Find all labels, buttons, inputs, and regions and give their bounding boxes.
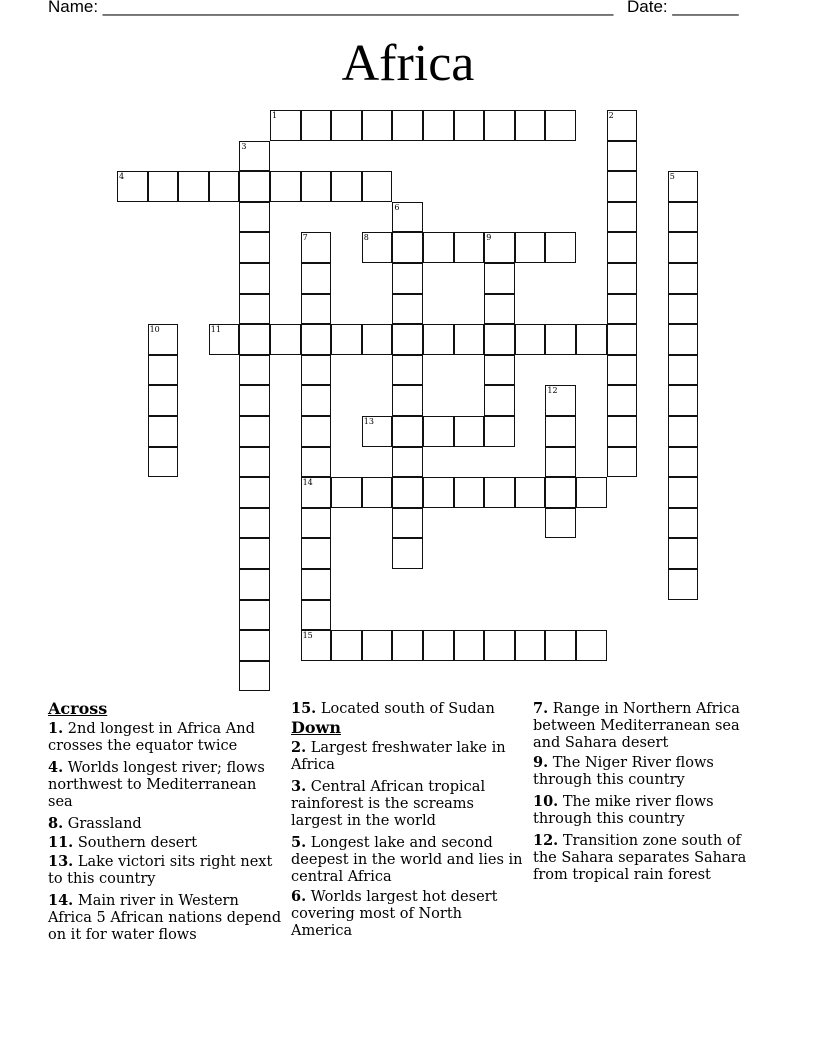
page-title: Africa — [341, 35, 475, 92]
crossword-cell[interactable] — [239, 447, 270, 478]
crossword-cell[interactable] — [392, 202, 423, 233]
clue-across-14: 14. Main river in Western Africa 5 African nations depend on it for water flows — [48, 892, 282, 943]
crossword-cell[interactable] — [239, 263, 270, 294]
crossword-cell[interactable] — [423, 477, 454, 508]
crossword-cell[interactable] — [331, 477, 362, 508]
crossword-cell[interactable] — [392, 110, 423, 141]
crossword-cell[interactable] — [484, 232, 515, 263]
clue-across-4: 4. Worlds longest river; flows northwest to Mediterranean sea — [48, 759, 265, 810]
crossword-cell[interactable] — [301, 263, 332, 294]
crossword-cell[interactable] — [362, 477, 393, 508]
clue-down-9: 9. The Niger River flows through this country — [533, 754, 714, 788]
clue-number: 14 — [302, 478, 313, 488]
crossword-cell[interactable] — [454, 477, 485, 508]
clue-across-1: 1. 2nd longest in Africa And crosses the equator twice — [48, 720, 255, 754]
crossword-cell[interactable] — [392, 477, 423, 508]
crossword-cell[interactable] — [392, 232, 423, 263]
clue-down-2: 2. Largest freshwater lake in Africa — [291, 739, 506, 773]
crossword-cell[interactable] — [668, 232, 699, 263]
crossword-cell[interactable] — [239, 385, 270, 416]
crossword-cell[interactable] — [301, 110, 332, 141]
crossword-cell[interactable] — [148, 355, 179, 386]
crossword-cell[interactable] — [270, 110, 301, 141]
crossword-cell[interactable] — [331, 324, 362, 355]
crossword-cell[interactable] — [301, 355, 332, 386]
crossword-cell[interactable] — [362, 324, 393, 355]
clue-across-15: 15. Located south of Sudan — [291, 700, 495, 717]
crossword-cell[interactable] — [148, 416, 179, 447]
crossword-cell[interactable] — [454, 630, 485, 661]
clue-number: 8 — [363, 233, 369, 243]
crossword-cell[interactable] — [668, 355, 699, 386]
clue-number: 3 — [241, 141, 247, 151]
crossword-cell[interactable] — [545, 324, 576, 355]
crossword-cell[interactable] — [239, 661, 270, 692]
crossword-cell[interactable] — [148, 324, 179, 355]
clue-number: 12 — [547, 386, 558, 396]
crossword-cell[interactable] — [668, 416, 699, 447]
crossword-cell[interactable] — [668, 508, 699, 539]
crossword-cell[interactable] — [301, 416, 332, 447]
crossword-cell[interactable] — [239, 508, 270, 539]
crossword-cell[interactable] — [148, 447, 179, 478]
crossword-cell[interactable] — [668, 569, 699, 600]
crossword-cell[interactable] — [484, 416, 515, 447]
crossword-cell[interactable] — [239, 294, 270, 325]
clue-number: 15 — [302, 631, 313, 641]
clue-down-3: 3. Central African tropical rainforest is the screams largest in the world — [291, 778, 486, 829]
crossword-cell[interactable] — [301, 232, 332, 263]
crossword-cell[interactable] — [209, 171, 240, 202]
crossword-cell[interactable] — [301, 171, 332, 202]
clue-number: 6 — [394, 202, 400, 212]
crossword-cell[interactable] — [239, 355, 270, 386]
clue-down-7: 7. Range in Northern Africa between Mediterranean sea and Sahara desert — [533, 700, 740, 751]
crossword-cell[interactable] — [576, 630, 607, 661]
crossword-cell[interactable] — [362, 630, 393, 661]
crossword-cell[interactable] — [545, 416, 576, 447]
crossword-cell[interactable] — [239, 569, 270, 600]
crossword-cell[interactable] — [484, 294, 515, 325]
clue-number: 2 — [608, 111, 614, 120]
clues-column-1 — [48, 700, 283, 948]
crossword-cell[interactable] — [239, 538, 270, 569]
crossword-cell[interactable] — [545, 477, 576, 508]
clue-number: 13 — [363, 417, 374, 426]
clue-down-10: 10. The mike river flows through this country — [533, 793, 714, 827]
crossword-cell[interactable] — [607, 447, 638, 478]
crossword-cell[interactable] — [668, 202, 699, 233]
crossword-cell[interactable] — [607, 263, 638, 294]
crossword-cell[interactable] — [484, 263, 515, 294]
clue-down-6: 6. Worlds largest hot desert covering most of North America — [291, 888, 498, 939]
crossword-cell[interactable] — [668, 447, 699, 478]
crossword-cell[interactable] — [239, 141, 270, 172]
crossword-cell[interactable] — [607, 232, 638, 263]
clue-number: 4 — [119, 172, 125, 182]
crossword-cell[interactable] — [576, 324, 607, 355]
crossword-cell[interactable] — [392, 263, 423, 294]
crossword-cell[interactable] — [423, 416, 454, 447]
crossword-cell[interactable] — [545, 630, 576, 661]
crossword-cell[interactable] — [239, 630, 270, 661]
crossword-cell[interactable] — [607, 202, 638, 233]
clue-number: 11 — [210, 325, 221, 335]
crossword-cell[interactable] — [392, 508, 423, 539]
crossword-cell[interactable] — [668, 385, 699, 416]
crossword-cell[interactable] — [515, 630, 546, 661]
crossword-cell[interactable] — [607, 110, 638, 141]
crossword-cell[interactable] — [331, 630, 362, 661]
crossword-cell[interactable] — [270, 171, 301, 202]
crossword-cell[interactable] — [607, 171, 638, 202]
crossword-cell[interactable] — [668, 538, 699, 569]
crossword-cell[interactable] — [392, 355, 423, 386]
crossword-cell[interactable] — [454, 324, 485, 355]
date-field-label: Date: _______ — [627, 0, 739, 16]
crossword-cell[interactable] — [148, 171, 179, 202]
crossword-cell[interactable] — [301, 385, 332, 416]
crossword-cell[interactable] — [607, 385, 638, 416]
crossword-cell[interactable] — [668, 294, 699, 325]
crossword-cell[interactable] — [331, 171, 362, 202]
crossword-cell[interactable] — [270, 324, 301, 355]
clue-number: 7 — [302, 233, 308, 243]
crossword-cell[interactable] — [301, 294, 332, 325]
crossword-cell[interactable] — [668, 324, 699, 355]
crossword-cell[interactable] — [178, 171, 209, 202]
crossword-cell[interactable] — [515, 477, 546, 508]
clue-across-8: 8. Grassland — [48, 815, 142, 832]
crossword-cell[interactable] — [392, 447, 423, 478]
clue-across-13: 13. Lake victori sits right next to this country — [48, 853, 273, 887]
clues-column-3 — [533, 700, 763, 888]
crossword-cell[interactable] — [454, 416, 485, 447]
crossword-cell[interactable] — [668, 171, 699, 202]
crossword-cell[interactable] — [484, 385, 515, 416]
across-heading: Across — [48, 699, 108, 718]
crossword-cell[interactable] — [607, 324, 638, 355]
crossword-cell[interactable] — [301, 447, 332, 478]
crossword-cell[interactable] — [392, 294, 423, 325]
crossword-cell[interactable] — [392, 385, 423, 416]
crossword-cell[interactable] — [484, 630, 515, 661]
clues-column-2 — [291, 700, 526, 944]
crossword-cell[interactable] — [239, 477, 270, 508]
crossword-cell[interactable] — [392, 324, 423, 355]
crossword-cell[interactable] — [301, 508, 332, 539]
crossword-cell[interactable] — [607, 141, 638, 172]
crossword-cell[interactable] — [392, 416, 423, 447]
crossword-cell[interactable] — [148, 385, 179, 416]
crossword-cell[interactable] — [117, 171, 148, 202]
crossword-cell[interactable] — [668, 477, 699, 508]
crossword-cell[interactable] — [545, 447, 576, 478]
crossword-cell[interactable] — [545, 385, 576, 416]
crossword-cell[interactable] — [239, 171, 270, 202]
crossword-cell[interactable] — [362, 110, 393, 141]
clue-number: 10 — [149, 325, 160, 335]
crossword-cell[interactable] — [454, 232, 485, 263]
crossword-cell[interactable] — [239, 202, 270, 233]
crossword-cell[interactable] — [545, 110, 576, 141]
crossword-cell[interactable] — [239, 232, 270, 263]
clue-number: 5 — [669, 172, 675, 182]
crossword-cell[interactable] — [423, 630, 454, 661]
crossword-cell[interactable] — [362, 416, 393, 447]
crossword-cell[interactable] — [484, 324, 515, 355]
crossword-cell[interactable] — [301, 600, 332, 631]
crossword-cell[interactable] — [301, 324, 332, 355]
crossword-cell[interactable] — [392, 630, 423, 661]
crossword-cell[interactable] — [423, 324, 454, 355]
crossword-cell[interactable] — [668, 263, 699, 294]
crossword-cell[interactable] — [607, 355, 638, 386]
crossword-cell[interactable] — [301, 569, 332, 600]
crossword-cell[interactable] — [484, 477, 515, 508]
crossword-cell[interactable] — [239, 324, 270, 355]
crossword-cell[interactable] — [209, 324, 240, 355]
down-heading: Down — [291, 718, 341, 737]
crossword-cell[interactable] — [545, 508, 576, 539]
crossword-cell[interactable] — [545, 232, 576, 263]
crossword-cell[interactable] — [423, 110, 454, 141]
clue-down-5: 5. Longest lake and second deepest in the world and lies in central Africa — [291, 834, 523, 885]
crossword-cell[interactable] — [392, 538, 423, 569]
crossword-cell[interactable] — [423, 232, 454, 263]
crossword-cell[interactable] — [239, 416, 270, 447]
clue-number: 9 — [486, 233, 492, 243]
crossword-cell[interactable] — [484, 355, 515, 386]
crossword-cell[interactable] — [362, 171, 393, 202]
crossword-cell[interactable] — [515, 232, 546, 263]
name-field-label: Name: ______________________________________________________ — [48, 0, 614, 16]
crossword-cell[interactable] — [362, 232, 393, 263]
crossword-cell[interactable] — [607, 416, 638, 447]
crossword-cell[interactable] — [607, 294, 638, 325]
crossword-cell[interactable] — [239, 600, 270, 631]
clue-across-11: 11. Southern desert — [48, 834, 198, 851]
clue-number: 1 — [272, 111, 278, 120]
crossword-cell[interactable] — [331, 110, 362, 141]
crossword-cell[interactable] — [301, 477, 332, 508]
clue-down-12: 12. Transition zone south of the Sahara separates Sahara from tropical rain forest — [533, 832, 747, 883]
crossword-cell[interactable] — [454, 110, 485, 141]
crossword-cell[interactable] — [301, 630, 332, 661]
crossword-cell[interactable] — [515, 324, 546, 355]
crossword-cell[interactable] — [515, 110, 546, 141]
crossword-cell[interactable] — [576, 477, 607, 508]
crossword-cell[interactable] — [484, 110, 515, 141]
crossword-cell[interactable] — [301, 538, 332, 569]
